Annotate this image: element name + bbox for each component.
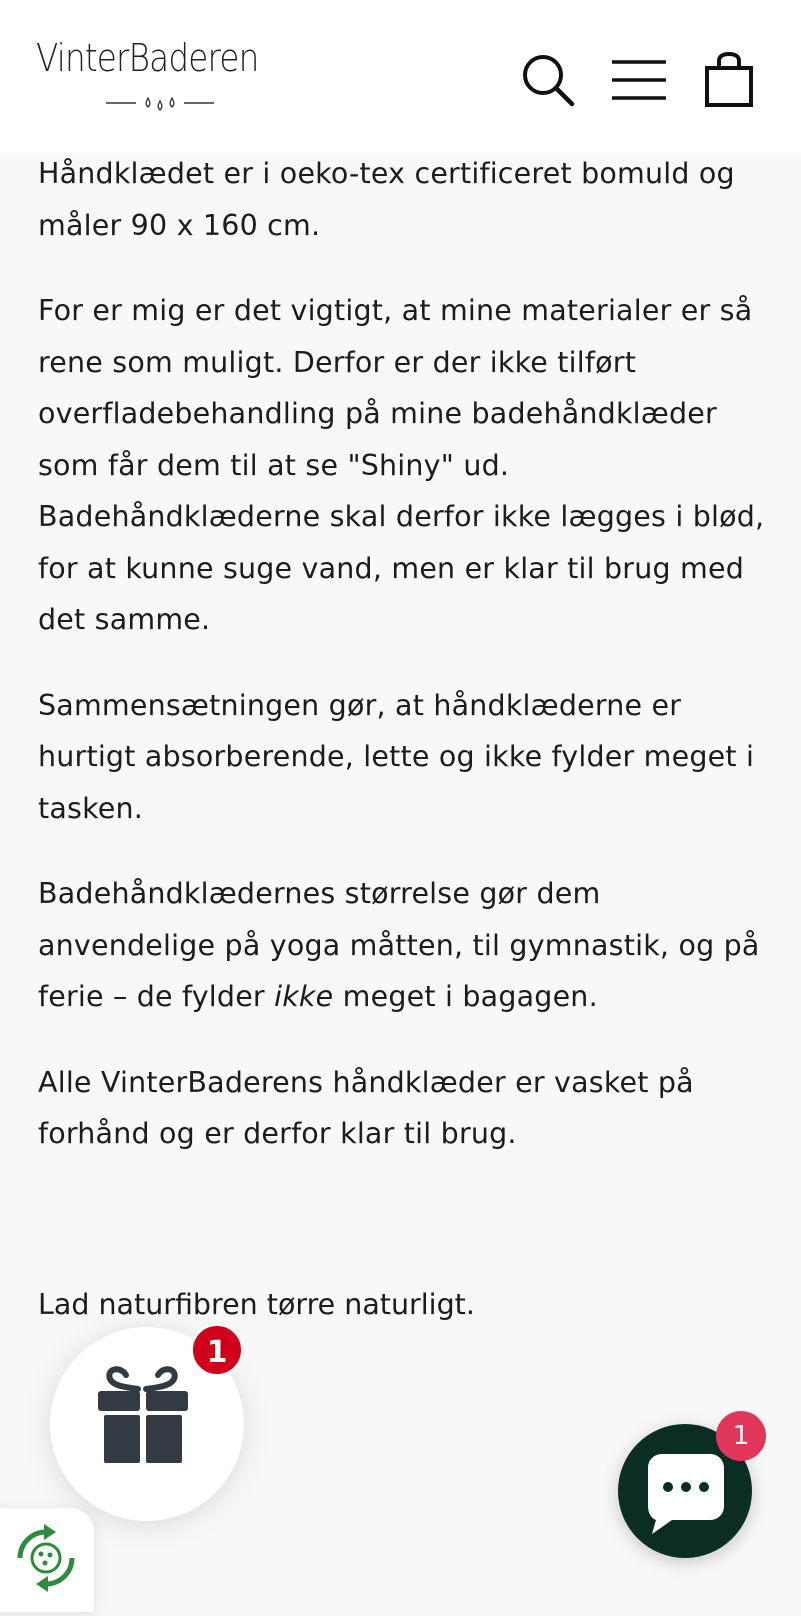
site-header	[0, 0, 801, 153]
gift-notification-badge: 1	[190, 1323, 244, 1377]
water-drops-ornament	[106, 94, 214, 112]
recycle-icon	[0, 1508, 94, 1612]
logo-text: VinterBaderen	[36, 36, 259, 80]
search-icon[interactable]	[520, 52, 576, 108]
site-logo[interactable]	[36, 36, 286, 116]
description-paragraph: For er mig er det vigtigt, at mine materialer er så rene som muligt. Derfor er der ikke tilført overfladebehandling på mine badehåndklæder som får dem til at se "Shiny" ud. Badehåndklæderne skal derfor ikke lægges i blød, for at kunne suge vand, men er klar til brug med det samme.	[38, 294, 765, 636]
paragraph-text: meget i bagagen.	[333, 980, 598, 1013]
shopping-bag-icon[interactable]	[704, 52, 754, 108]
emphasis-text: ikke	[274, 980, 334, 1013]
product-description	[38, 148, 768, 1194]
paragraph-text: Badehåndklædernes størrelse gør dem anvendelige på yoga måtten, til gymnastik, og på ferie – de fylder	[38, 877, 760, 1013]
description-paragraph	[38, 868, 768, 1023]
description-paragraph: Håndklædet er i oeko-tex certificeret bomuld og måler 90 x 160 cm.	[38, 157, 735, 242]
description-paragraph: Lad naturfibren tørre naturligt.	[38, 1288, 475, 1321]
hamburger-menu-icon[interactable]	[610, 58, 668, 102]
recycle-widget-button[interactable]	[0, 1508, 94, 1612]
description-paragraph: Alle VinterBaderens håndklæder er vasket på forhånd og er derfor klar til brug.	[38, 1065, 694, 1150]
chat-notification-badge: 1	[716, 1411, 766, 1461]
description-paragraph: Sammensætningen gør, at håndklæderne er hurtigt absorberende, lette og ikke fylder meget i tasken.	[38, 688, 755, 825]
